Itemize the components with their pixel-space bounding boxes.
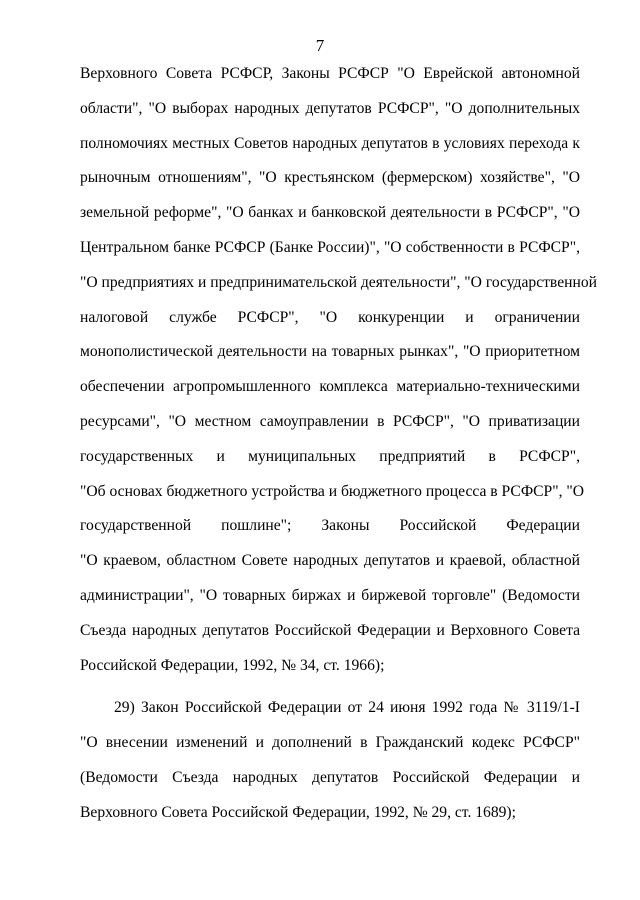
page-number: 7	[315, 36, 325, 55]
text-line: 29) Закон Российской Федерации от 24 июня 1992 года № 3119/1-I	[114, 699, 580, 717]
text-line: Верховного Совета Российской Федерации, 1992, № 29, ст. 1689);	[80, 803, 516, 821]
paragraph	[80, 57, 597, 683]
text-line: администрации", "О товарных биржах и биржевой торговле" (Ведомости	[80, 586, 580, 604]
text-line: Центральном банке РСФСР (Банке России)", "О собственности в РСФСР",	[80, 238, 580, 256]
text-line: обеспечении агропромышленного комплекса материально-техническими	[80, 378, 580, 396]
text-line: государственной пошлине"; Законы Российской Федерации	[80, 517, 580, 535]
text-line: монополистической деятельности на товарных рынках", "О приоритетном	[80, 343, 580, 361]
text-line: "О краевом, областном Совете народных депутатов и краевой, областной	[80, 552, 580, 570]
text-line: области", "О выборах народных депутатов РСФСР", "О дополнительных	[80, 99, 580, 117]
paragraph	[80, 691, 580, 830]
text-line: полномочиях местных Советов народных депутатов в условиях перехода к	[80, 134, 580, 152]
text-line: "О предприятиях и предпринимательской деятельности", "О государственной	[80, 273, 597, 291]
paragraph-gap	[80, 683, 580, 691]
text-line: Верховного Совета РСФСР, Законы РСФСР "О Еврейской автономной	[80, 65, 580, 82]
text-line: (Ведомости Съезда народных депутатов Российской Федерации и	[80, 768, 580, 786]
document-body	[80, 57, 597, 831]
text-line: "О внесении изменений и дополнений в Гражданский кодекс РСФСР"	[80, 734, 580, 752]
text-line: Съезда народных депутатов Российской Федерации и Верховного Совета	[80, 621, 580, 639]
text-line: земельной реформе", "О банках и банковской деятельности в РСФСР", "О	[80, 204, 580, 222]
text-line: государственных и муниципальных предприятий в РСФСР",	[80, 447, 580, 465]
text-line: рыночным отношениям", "О крестьянском (фермерском) хозяйстве", "О	[80, 169, 580, 187]
text-line: ресурсами", "О местном самоуправлении в РСФСР", "О приватизации	[80, 412, 580, 430]
text-line: "Об основах бюджетного устройства и бюджетного процесса в РСФСР", "О	[80, 482, 585, 500]
text-line: налоговой службе РСФСР", "О конкуренции и ограничении	[80, 308, 580, 326]
text-line: Российской Федерации, 1992, № 34, ст. 1966);	[80, 656, 385, 674]
